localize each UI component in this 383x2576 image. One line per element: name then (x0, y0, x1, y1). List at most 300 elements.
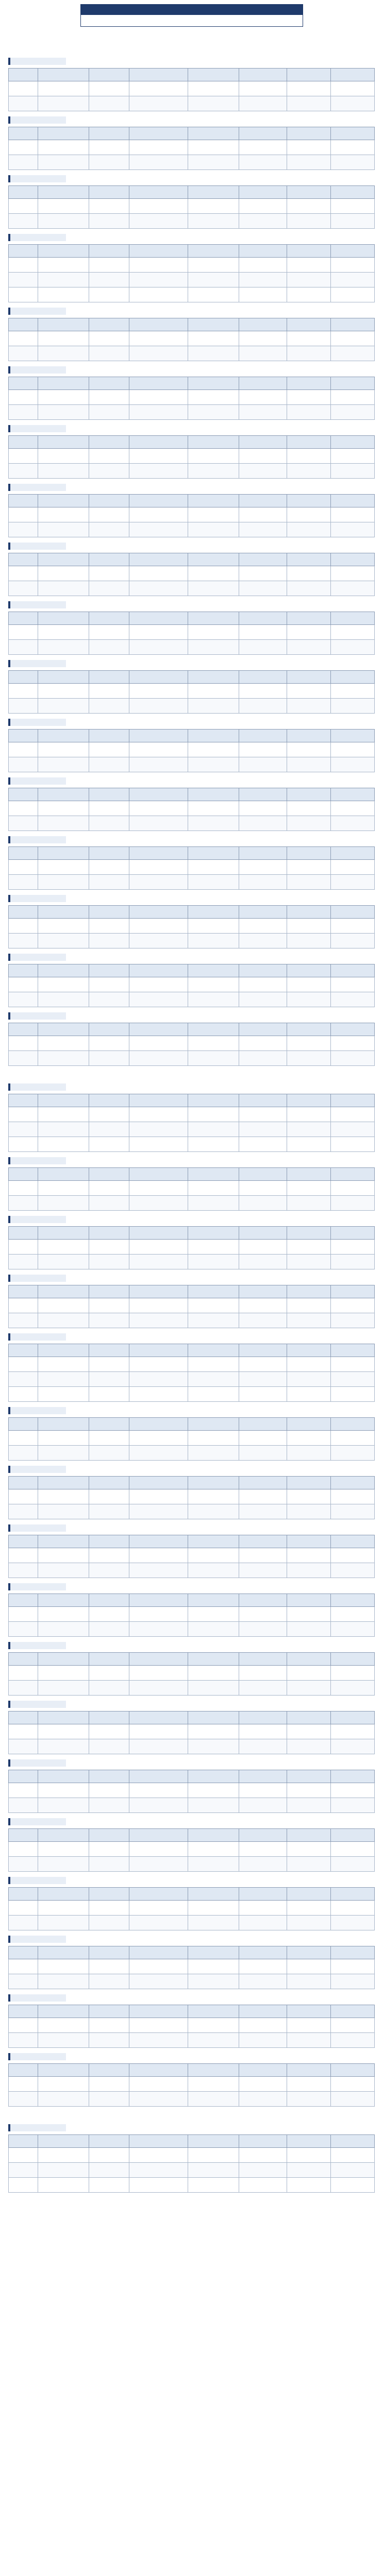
table-cell (239, 1446, 287, 1461)
table-cell (287, 1255, 330, 1269)
column-header (129, 495, 188, 507)
table-header-row (9, 2005, 375, 2018)
column-header (239, 1535, 287, 1548)
column-header (89, 1344, 129, 1357)
table-cell (9, 625, 38, 640)
table-cell (330, 742, 374, 757)
table-cell (239, 1372, 287, 1387)
table-cell (330, 1901, 374, 1916)
table-cell (9, 405, 38, 420)
table-cell (188, 1387, 239, 1402)
table-cell (330, 2018, 374, 2033)
region-name (8, 116, 66, 124)
program-table (8, 318, 375, 361)
table-header-row (9, 2135, 375, 2148)
column-header (9, 964, 38, 977)
table-cell (129, 581, 188, 596)
table-cell (188, 1622, 239, 1637)
table-cell (9, 1607, 38, 1622)
table-cell (239, 449, 287, 464)
table-cell (239, 405, 287, 420)
column-header (89, 964, 129, 977)
table-row (9, 140, 375, 155)
table-cell (129, 81, 188, 96)
column-header (188, 612, 239, 625)
table-cell (287, 1107, 330, 1122)
table-cell (89, 816, 129, 831)
table-row (9, 1739, 375, 1754)
table-cell (129, 1122, 188, 1137)
region-block (8, 1994, 375, 2048)
column-header (89, 2064, 129, 2077)
table-cell (330, 331, 374, 346)
column-header (129, 318, 188, 331)
table-cell (188, 757, 239, 772)
table-cell (239, 287, 287, 302)
table-cell (89, 2077, 129, 2092)
column-header (239, 1023, 287, 1036)
table-cell (330, 1842, 374, 1857)
table-cell (89, 1563, 129, 1578)
table-header-row (9, 847, 375, 860)
table-cell (129, 1739, 188, 1754)
column-header (287, 2135, 330, 2148)
column-header (38, 1829, 89, 1842)
table-cell (9, 214, 38, 229)
table-cell (188, 1357, 239, 1372)
document-title-line2 (81, 15, 303, 26)
column-header (129, 906, 188, 919)
table-cell (188, 992, 239, 1007)
table-cell (330, 1387, 374, 1402)
table-row (9, 757, 375, 772)
column-header (188, 186, 239, 199)
column-header (287, 495, 330, 507)
column-header (38, 1653, 89, 1666)
column-header (330, 1285, 374, 1298)
table-cell (9, 1504, 38, 1519)
column-header (9, 1285, 38, 1298)
region-name (8, 308, 66, 315)
program-table (8, 1226, 375, 1269)
table-row (9, 1036, 375, 1051)
table-cell (188, 699, 239, 714)
column-header (330, 730, 374, 742)
column-header (287, 1535, 330, 1548)
table-cell (188, 934, 239, 948)
table-cell (287, 390, 330, 405)
table-cell (188, 640, 239, 655)
table-cell (9, 331, 38, 346)
column-header (330, 1094, 374, 1107)
column-header (38, 1946, 89, 1959)
table-cell (287, 860, 330, 875)
table-cell (38, 140, 89, 155)
table-row (9, 816, 375, 831)
column-header (38, 186, 89, 199)
table-row (9, 1313, 375, 1328)
column-header (9, 1535, 38, 1548)
program-table (8, 494, 375, 537)
table-cell (38, 1431, 89, 1446)
region-block (8, 1275, 375, 1328)
column-header (89, 1653, 129, 1666)
table-cell (89, 1181, 129, 1196)
table-cell (38, 81, 89, 96)
column-header (38, 612, 89, 625)
table-cell (239, 566, 287, 581)
table-cell (9, 1036, 38, 1051)
table-cell (287, 1504, 330, 1519)
table-cell (38, 1107, 89, 1122)
column-header (239, 495, 287, 507)
table-row (9, 273, 375, 287)
table-cell (188, 875, 239, 890)
column-header (129, 1344, 188, 1357)
table-cell (9, 1916, 38, 1930)
table-cell (188, 140, 239, 155)
table-cell (330, 919, 374, 934)
column-header (188, 2005, 239, 2018)
table-cell (188, 96, 239, 111)
table-cell (287, 199, 330, 214)
table-cell (38, 1563, 89, 1578)
column-header (89, 377, 129, 390)
table-cell (330, 214, 374, 229)
table-cell (9, 2163, 38, 2178)
column-header (287, 553, 330, 566)
column-header (38, 1418, 89, 1431)
table-cell (129, 757, 188, 772)
table-cell (287, 801, 330, 816)
table-cell (129, 699, 188, 714)
table-row (9, 934, 375, 948)
table-cell (330, 1739, 374, 1754)
table-cell (239, 742, 287, 757)
column-header (9, 127, 38, 140)
table-cell (129, 199, 188, 214)
table-cell (89, 522, 129, 537)
column-header (188, 553, 239, 566)
table-cell (9, 1122, 38, 1137)
table-cell (330, 1916, 374, 1930)
table-cell (129, 2092, 188, 2107)
table-header-row (9, 788, 375, 801)
program-table (8, 2063, 375, 2107)
column-header (9, 1344, 38, 1357)
table-cell (330, 464, 374, 479)
table-header-row (9, 1477, 375, 1489)
column-header (287, 318, 330, 331)
table-cell (89, 214, 129, 229)
table-cell (9, 1901, 38, 1916)
region-name (8, 58, 66, 65)
table-row (9, 2092, 375, 2107)
column-header (38, 1594, 89, 1607)
table-cell (129, 1974, 188, 1989)
table-cell (129, 1255, 188, 1269)
region-name (8, 1877, 66, 1884)
table-cell (129, 1901, 188, 1916)
table-cell (38, 273, 89, 287)
table-cell (188, 405, 239, 420)
table-row (9, 2077, 375, 2092)
region-name (8, 484, 66, 491)
column-header (129, 788, 188, 801)
table-cell (188, 1724, 239, 1739)
table-row (9, 640, 375, 655)
table-cell (38, 155, 89, 170)
column-header (129, 964, 188, 977)
table-cell (38, 1842, 89, 1857)
table-cell (129, 346, 188, 361)
column-header (38, 318, 89, 331)
table-cell (89, 449, 129, 464)
table-row (9, 919, 375, 934)
table-cell (89, 258, 129, 273)
table-cell (330, 875, 374, 890)
column-header (287, 69, 330, 81)
program-table (8, 905, 375, 948)
table-cell (89, 405, 129, 420)
table-cell (239, 1298, 287, 1313)
table-row (9, 1798, 375, 1813)
column-header (129, 1168, 188, 1181)
column-header (287, 2005, 330, 2018)
document-title-line1 (81, 5, 303, 15)
table-row (9, 155, 375, 170)
column-header (287, 1094, 330, 1107)
table-cell (330, 934, 374, 948)
table-cell (9, 581, 38, 596)
table-cell (38, 640, 89, 655)
table-cell (330, 1798, 374, 1813)
table-cell (330, 2033, 374, 2048)
table-cell (287, 1724, 330, 1739)
column-header (188, 906, 239, 919)
column-header (9, 1888, 38, 1901)
table-header-row (9, 1094, 375, 1107)
column-header (287, 1888, 330, 1901)
table-cell (287, 875, 330, 890)
table-cell (330, 1974, 374, 1989)
table-cell (188, 1446, 239, 1461)
table-cell (239, 1974, 287, 1989)
region-block (8, 719, 375, 772)
table-cell (9, 934, 38, 948)
table-cell (9, 684, 38, 699)
table-cell (239, 81, 287, 96)
column-header (239, 847, 287, 860)
region-block (8, 1701, 375, 1754)
column-header (9, 906, 38, 919)
table-cell (330, 390, 374, 405)
table-cell (287, 2163, 330, 2178)
table-cell (89, 801, 129, 816)
column-header (330, 2135, 374, 2148)
column-header (38, 671, 89, 684)
table-header-row (9, 730, 375, 742)
column-header (239, 245, 287, 258)
table-cell (38, 860, 89, 875)
table-cell (9, 2033, 38, 2048)
table-cell (287, 96, 330, 111)
column-header (239, 69, 287, 81)
program-table (8, 68, 375, 111)
table-cell (9, 522, 38, 537)
column-header (188, 1285, 239, 1298)
column-header (287, 1594, 330, 1607)
column-header (38, 495, 89, 507)
program-table (8, 1652, 375, 1696)
table-header-row (9, 906, 375, 919)
table-cell (287, 1446, 330, 1461)
table-cell (89, 331, 129, 346)
region-name (8, 1216, 66, 1223)
table-cell (89, 860, 129, 875)
table-cell (188, 1739, 239, 1754)
table-cell (330, 566, 374, 581)
column-header (287, 1227, 330, 1240)
table-cell (9, 140, 38, 155)
column-header (188, 1770, 239, 1783)
column-header (9, 186, 38, 199)
table-cell (9, 2018, 38, 2033)
table-cell (9, 742, 38, 757)
table-cell (287, 464, 330, 479)
table-cell (129, 1431, 188, 1446)
table-cell (287, 934, 330, 948)
table-cell (38, 1137, 89, 1152)
column-header (330, 1594, 374, 1607)
table-cell (38, 1489, 89, 1504)
program-table (8, 1094, 375, 1152)
column-header (188, 1653, 239, 1666)
column-header (188, 2064, 239, 2077)
table-row (9, 1548, 375, 1563)
column-header (9, 69, 38, 81)
table-cell (129, 1681, 188, 1696)
table-row (9, 1051, 375, 1066)
table-cell (287, 2033, 330, 2048)
column-header (188, 1023, 239, 1036)
table-cell (9, 1051, 38, 1066)
column-header (89, 1168, 129, 1181)
table-cell (239, 1107, 287, 1122)
column-header (129, 1535, 188, 1548)
table-cell (9, 1666, 38, 1681)
column-header (188, 2135, 239, 2148)
table-cell (188, 273, 239, 287)
table-cell (188, 581, 239, 596)
table-cell (9, 875, 38, 890)
column-header (89, 1946, 129, 1959)
column-header (188, 1418, 239, 1431)
table-cell (129, 258, 188, 273)
table-cell (287, 1842, 330, 1857)
column-header (330, 1227, 374, 1240)
table-cell (287, 2018, 330, 2033)
column-header (89, 2005, 129, 2018)
column-header (239, 377, 287, 390)
column-header (89, 1418, 129, 1431)
table-row (9, 405, 375, 420)
table-cell (89, 1036, 129, 1051)
table-cell (9, 1137, 38, 1152)
table-row (9, 1122, 375, 1137)
table-cell (188, 1666, 239, 1681)
table-row (9, 566, 375, 581)
table-cell (188, 1372, 239, 1387)
table-cell (38, 1901, 89, 1916)
table-cell (9, 507, 38, 522)
table-cell (129, 1548, 188, 1563)
section-heading (8, 1071, 375, 1081)
table-cell (330, 258, 374, 273)
column-header (287, 436, 330, 449)
table-row (9, 977, 375, 992)
table-cell (287, 155, 330, 170)
column-header (89, 186, 129, 199)
table-cell (239, 1681, 287, 1696)
column-header (38, 730, 89, 742)
table-header-row (9, 1227, 375, 1240)
table-cell (9, 1387, 38, 1402)
table-cell (188, 522, 239, 537)
column-header (9, 612, 38, 625)
table-cell (9, 1798, 38, 1813)
table-cell (239, 919, 287, 934)
table-cell (287, 331, 330, 346)
program-table (8, 788, 375, 831)
table-cell (9, 860, 38, 875)
column-header (129, 1946, 188, 1959)
table-row (9, 1240, 375, 1255)
table-cell (188, 331, 239, 346)
table-cell (287, 1681, 330, 1696)
table-header-row (9, 1168, 375, 1181)
table-cell (330, 816, 374, 831)
table-cell (9, 992, 38, 1007)
column-header (129, 2135, 188, 2148)
column-header (330, 788, 374, 801)
table-row (9, 1489, 375, 1504)
column-header (287, 1946, 330, 1959)
table-cell (287, 1387, 330, 1402)
table-cell (188, 1196, 239, 1211)
table-cell (287, 1181, 330, 1196)
table-row (9, 1783, 375, 1798)
column-header (89, 1023, 129, 1036)
table-cell (239, 155, 287, 170)
table-cell (330, 640, 374, 655)
table-cell (239, 507, 287, 522)
column-header (38, 377, 89, 390)
table-cell (38, 992, 89, 1007)
table-cell (38, 287, 89, 302)
table-cell (188, 2018, 239, 2033)
region-name (8, 1275, 66, 1282)
column-header (330, 1168, 374, 1181)
table-cell (89, 625, 129, 640)
table-cell (188, 81, 239, 96)
table-cell (330, 977, 374, 992)
table-cell (287, 1666, 330, 1681)
program-table (8, 670, 375, 714)
column-header (129, 847, 188, 860)
column-header (330, 127, 374, 140)
table-cell (287, 2092, 330, 2107)
